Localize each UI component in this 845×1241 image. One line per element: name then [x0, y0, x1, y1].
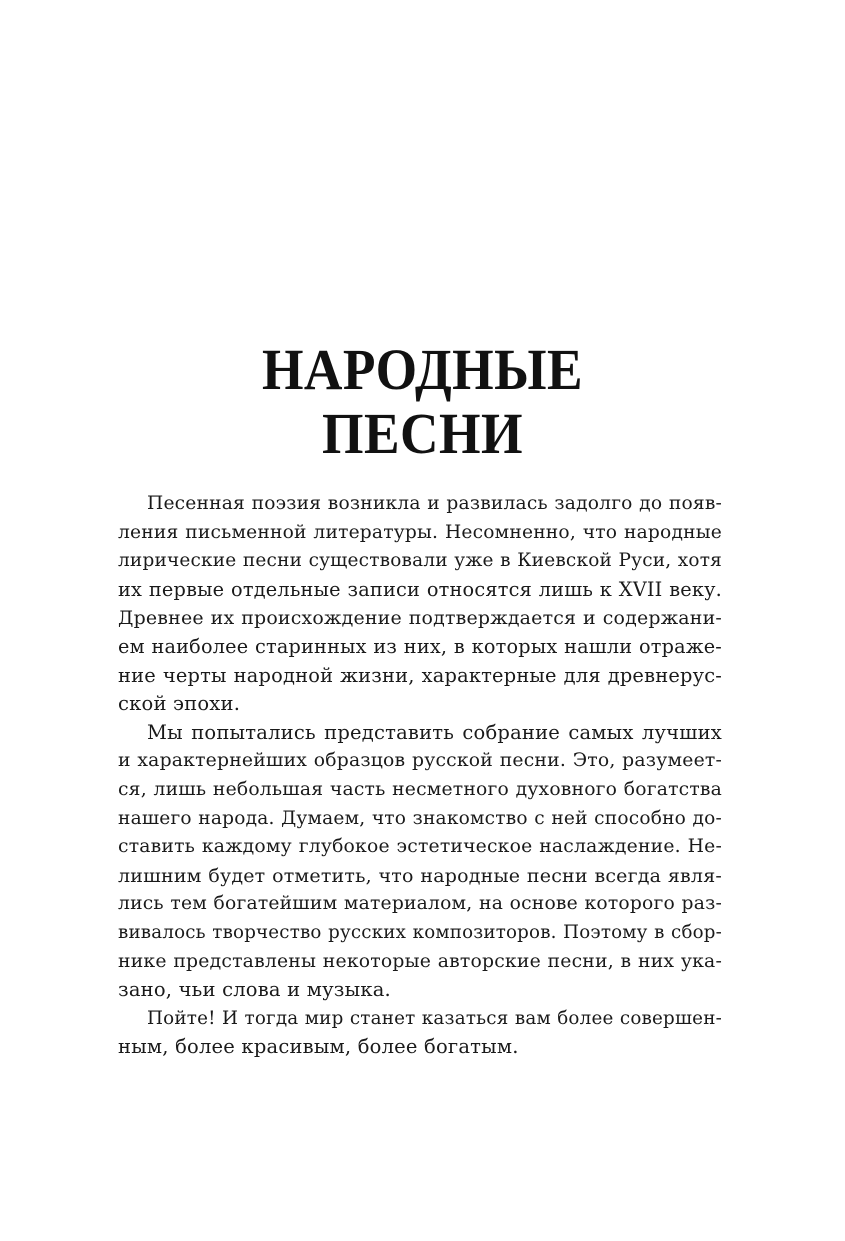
- chapter-title-line: ПЕСНИ: [322, 401, 523, 466]
- text-line: Мы попытались представить собрание самых лучших: [147, 720, 722, 744]
- body-text: [118, 490, 722, 1062]
- text-line: ние черты народной жизни, характерные для древнерус-: [118, 663, 722, 687]
- text-line: ся, лишь небольшая часть несметного духовного богатства: [118, 778, 722, 800]
- paragraph: [118, 490, 722, 719]
- chapter-title: [34, 338, 811, 466]
- text-line: ления письменной литературы. Несомненно, что народные: [118, 521, 722, 543]
- text-line: лись тем богатейшим материалом, на основе которого раз-: [118, 893, 722, 915]
- text-line: ской эпохи.: [118, 692, 241, 716]
- text-line: лишним будет отметить, что народные песни всегда явля-: [118, 864, 722, 887]
- paragraph: [118, 719, 722, 1005]
- text-line: лирические песни существовали уже в Киевской Руси, хотя: [118, 550, 722, 572]
- text-line: вивалось творчество русских композиторов. Поэтому в сбор-: [118, 921, 722, 943]
- text-line: Древнее их происхождение подтверждается и содержани-: [118, 607, 722, 630]
- text-line: и характернейших образцов русской песни. Это, разумеет-: [118, 750, 722, 772]
- text-line: Пойте! И тогда мир станет казаться вам более совершен-: [147, 1007, 722, 1029]
- text-line: зано, чьи слова и музыка.: [118, 978, 391, 1002]
- paragraph: [118, 1005, 722, 1062]
- chapter-title-line: НАРОДНЫЕ: [261, 337, 584, 402]
- text-line: нашего народа. Думаем, что знакомство с ней способно до-: [118, 807, 722, 829]
- text-line: их первые отдельные записи относятся лишь к XVII веку.: [118, 577, 722, 601]
- text-line: ставить каждому глубокое эстетическое наслаждение. Не-: [118, 836, 722, 858]
- text-line: ным, более красивым, более богатым.: [118, 1035, 519, 1059]
- text-line: ем наиболее старинных из них, в которых нашли отраже-: [118, 634, 722, 658]
- text-line: Песенная поэзия возникла и развилась задолго до появ-: [147, 493, 722, 514]
- text-line: нике представлены некоторые авторские песни, в них ука-: [118, 950, 722, 972]
